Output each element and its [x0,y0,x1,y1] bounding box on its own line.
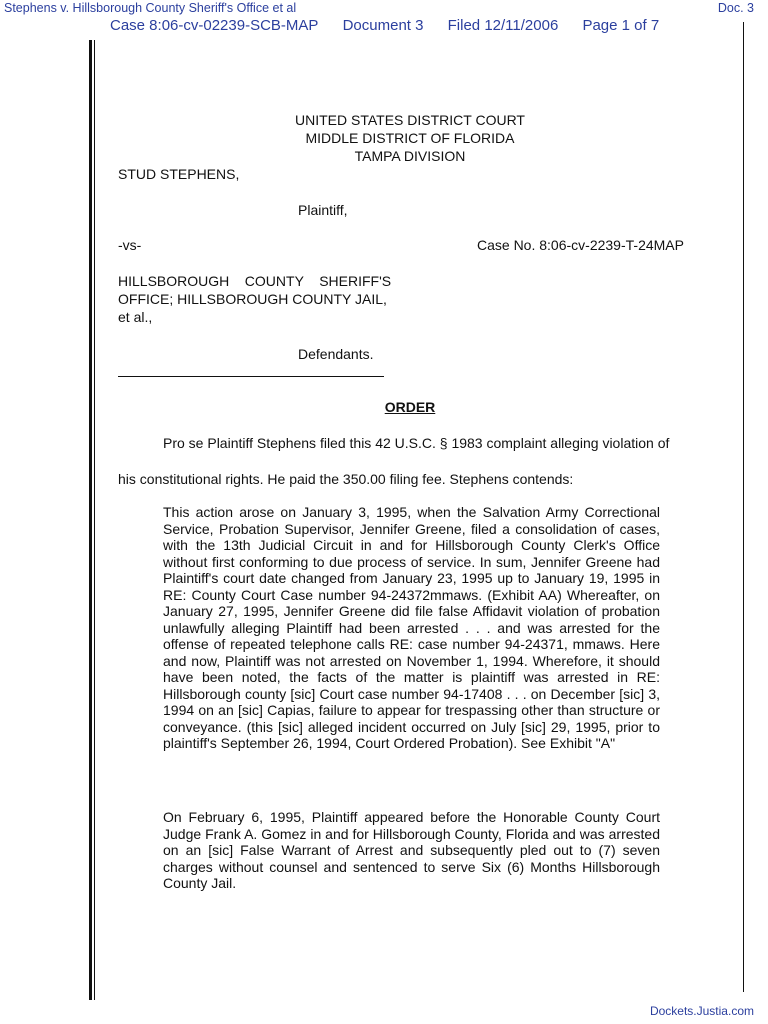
order-title: ORDER [384,399,436,415]
quoted-paragraph-2: On February 6, 1995, Plaintiff appeared before the Honorable County Court Judge Frank A. Gomez in and for Hillsborough County, Florida and was arrested on an [sic] False Warrant of Arrest and subsequently pled out to (7) seven charges without counsel and sentenced to serve Six (6) Months Hillsborough County Jail. [163,809,660,891]
left-margin-bar [89,40,92,1000]
source-footer-link[interactable]: Dockets.Justia.com [649,1004,754,1018]
defendant-label: Defendants. [298,346,374,362]
defendant-line3: et al., [118,309,153,325]
case-number: Case No. 8:06-cv-2239-T-24MAP [477,237,684,253]
plaintiff-name: STUD STEPHENS, [118,166,240,182]
header-document: Document 3 [342,17,424,34]
doc-reference-link[interactable]: Doc. 3 [717,1,754,15]
intro-line2: his constitutional rights. He paid the 350.00 filing fee. Stephens contends: [118,471,574,487]
defendant-line1: HILLSBOROUGH COUNTY SHERIFF'S [118,273,392,289]
court-name-line3: TAMPA DIVISION [354,148,466,164]
quoted-paragraph-1: This action arose on January 3, 1995, when the Salvation Army Correctional Service, Probation Supervisor, Jennifer Greene, filed a consolidation of cases, with the 13th Judicial Circuit in and for Hillsborough County Clerk's Office without first conforming to due process of service. In sum, Jennifer Greene had Plaintiff's court date changed from January 23, 1995 up to January 19, 1995 in RE: County Court Case number 94-24372mmaws. (Exhibit AA) Whereafter, on January 27, 1995, Jennifer Greene did file false Affidavit violation of probation unlawfully alleging Plaintiff had been arrested . . . and was arrested for the offense of repeated telephone calls RE: case number 94-24371, mmaws. Here and now, Plaintiff was not arrested on November 1, 1994. Wherefore, it should have been noted, the facts of the matter is plaintiff was arrested in RE: Hillsborough county [sic] Court case number 94-17408 . . . on December [sic] 3, 1994 on an [sic] Capias, failure to appear for trespassing other than structure or conveyance. (this [sic] alleged incident occurred on July [sic] 29, 1995, prior to plaintiff's September 26, 1994, Court Ordered Probation). See Exhibit "A" [163,504,660,751]
court-name-line1: UNITED STATES DISTRICT COURT [295,112,525,128]
left-margin-bar-thin [94,40,95,1000]
intro-line1: Pro se Plaintiff Stephens filed this 42 U.S.C. § 1983 complaint alleging violation of [163,435,670,451]
versus-label: -vs- [118,237,142,253]
caption-divider [118,376,384,377]
header-page-count: Page 1 of 7 [582,17,660,34]
header-filed-date: Filed 12/11/2006 [447,17,559,34]
header-case-number: Case 8:06-cv-02239-SCB-MAP [110,17,319,34]
court-name-line2: MIDDLE DISTRICT OF FLORIDA [305,130,515,146]
filing-header [110,17,679,34]
right-margin-bar [743,22,744,992]
plaintiff-label: Plaintiff, [298,202,348,218]
case-title-link[interactable]: Stephens v. Hillsborough County Sheriff's Office et al [4,1,297,15]
defendant-line2: OFFICE; HILLSBOROUGH COUNTY JAIL, [118,291,387,307]
